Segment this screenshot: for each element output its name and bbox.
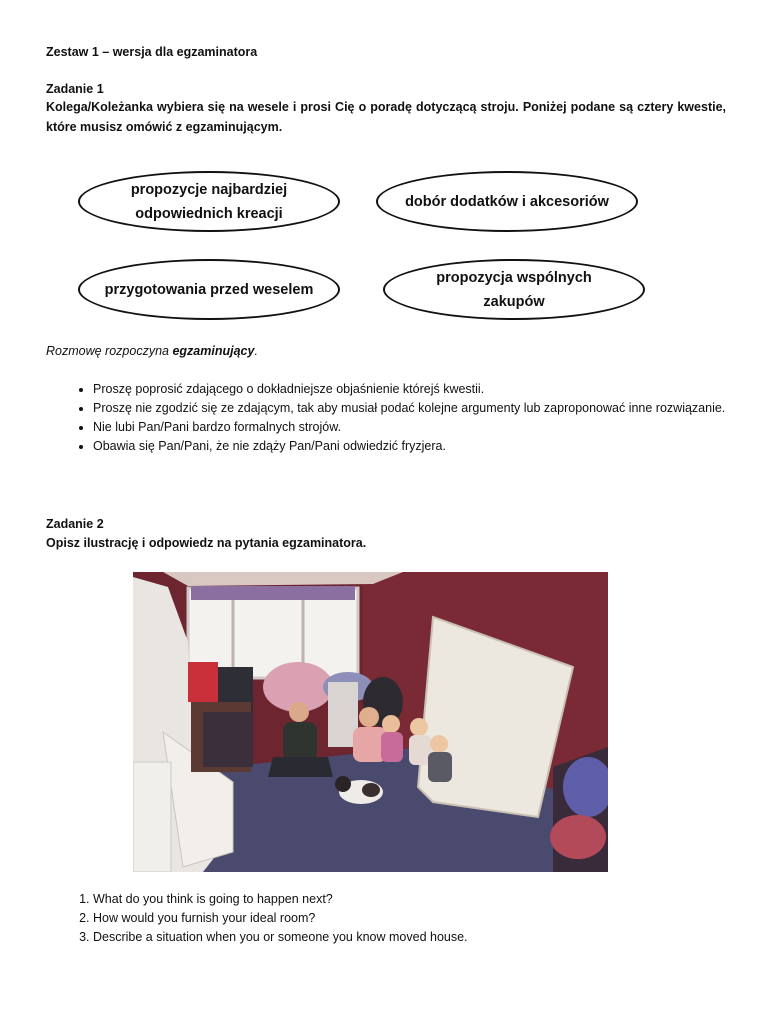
topic-ellipse-2 [376, 171, 638, 232]
page-title: Zestaw 1 – wersja dla egzaminatora [46, 45, 258, 59]
question-item: 3. Describe a situation when you or someone you know moved house. [93, 928, 733, 947]
topic-ellipse-4 [383, 259, 645, 320]
topic-label-1: propozycje najbardziej odpowiednich kreacji [130, 181, 288, 222]
questions-list [68, 890, 733, 947]
topic-ellipse-3 [78, 259, 340, 320]
examiner-note: • Proszę nie zgodzić się ze zdającym, tak aby musiał podać kolejne argumenty lub zaproponować inne rozwiązanie. [93, 399, 733, 418]
question-item: 2. How would you furnish your ideal room? [93, 909, 733, 928]
starter-prefix: Rozmowę rozpoczyna [46, 344, 173, 358]
examiner-note: • Nie lubi Pan/Pani bardzo formalnych strojów. [93, 418, 733, 437]
examiner-notes-list [68, 380, 733, 456]
task2-instruction: Opisz ilustrację i odpowiedz na pytania egzaminatora. [46, 536, 367, 550]
task2-heading: Zadanie 2 [46, 517, 104, 531]
conversation-starter [46, 343, 258, 359]
topic-label-4: propozycja wspólnych zakupów [436, 269, 592, 310]
examiner-note: • Obawia się Pan/Pani, że nie zdąży Pan/Pani odwiedzić fryzjera. [93, 437, 733, 456]
starter-bold: egzaminujący [172, 344, 255, 358]
topic-label-2: dobór dodatków i akcesoriów [405, 193, 609, 210]
topic-ellipse-1 [78, 171, 340, 232]
task1-heading: Zadanie 1 [46, 82, 104, 96]
topic-label-3: przygotowania przed weselem [104, 281, 314, 298]
examiner-note: • Proszę poprosić zdającego o dokładniejsze objaśnienie którejś kwestii. [93, 380, 733, 399]
question-item: 1. What do you think is going to happen next? [93, 890, 733, 909]
starter-suffix: . [254, 344, 258, 358]
task1-instruction: Kolega/Koleżanka wybiera się na wesele i prosi Cię o poradę dotyczącą stroju. Poniżej podane są cztery kwestie, które musisz omówić z egzaminującym. [46, 100, 726, 134]
family-room-photo [133, 572, 608, 872]
